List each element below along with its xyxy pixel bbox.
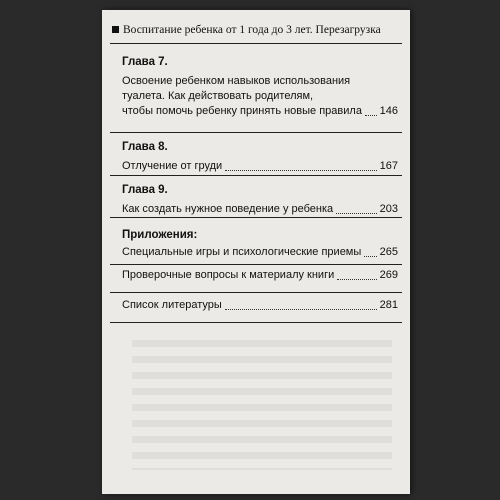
leader-dots — [365, 115, 377, 116]
show-through-texture — [132, 340, 392, 470]
running-header — [112, 24, 402, 36]
appendix-label: Приложения: — [122, 229, 198, 241]
section-rule — [110, 264, 402, 265]
chapter-label: Глава 7. — [122, 56, 168, 68]
toc-appendix-2 — [122, 268, 398, 283]
book-page — [102, 10, 410, 494]
toc-entry[interactable] — [122, 245, 398, 260]
toc-page-number: 265 — [379, 246, 398, 258]
chapter-title-line: туалета. Как действовать родителям, — [122, 90, 314, 102]
toc-entry-text: Отлучение от груди — [122, 160, 223, 172]
toc-entry-text: Список литературы — [122, 299, 222, 311]
header-rule — [110, 43, 402, 44]
toc-entry-text: чтобы помочь ребенку принять новые правила — [122, 105, 362, 117]
toc-bibliography — [122, 298, 398, 313]
toc-page-number: 203 — [379, 203, 398, 215]
toc-chapter-7 — [122, 56, 398, 119]
leader-dots — [336, 213, 376, 214]
leader-dots — [337, 279, 376, 280]
leader-dots — [364, 256, 376, 257]
toc-entry[interactable] — [122, 202, 398, 217]
toc-page-number: 146 — [379, 105, 398, 117]
toc-entry-text: Проверочные вопросы к материалу книги — [122, 269, 335, 281]
toc-page-number: 281 — [379, 299, 398, 311]
toc-entry-text: Как создать нужное поведение у ребенка — [122, 203, 334, 215]
toc-entry[interactable] — [122, 298, 398, 313]
toc-page-number: 167 — [379, 160, 398, 172]
toc-chapter-8 — [122, 141, 398, 174]
section-rule — [110, 322, 402, 323]
section-rule — [110, 132, 402, 133]
section-rule — [110, 292, 402, 293]
toc-chapter-9 — [122, 184, 398, 217]
chapter-label: Глава 8. — [122, 141, 168, 153]
header-bullet-icon — [112, 26, 119, 33]
leader-dots — [225, 170, 376, 171]
section-rule — [110, 217, 402, 218]
chapter-label: Глава 9. — [122, 184, 168, 196]
toc-appendix — [122, 229, 398, 260]
toc-page-number: 269 — [379, 269, 398, 281]
toc-entry[interactable] — [122, 268, 398, 283]
toc-entry[interactable] — [122, 104, 398, 119]
chapter-title-line: Освоение ребенком навыков использования — [122, 75, 351, 87]
toc-entry-text: Специальные игры и психологические приемы — [122, 246, 362, 258]
section-rule — [110, 175, 402, 176]
toc-entry[interactable] — [122, 159, 398, 174]
leader-dots — [225, 309, 377, 310]
header-title: Воспитание ребенка от 1 года до 3 лет. Перезагрузка — [123, 24, 381, 36]
